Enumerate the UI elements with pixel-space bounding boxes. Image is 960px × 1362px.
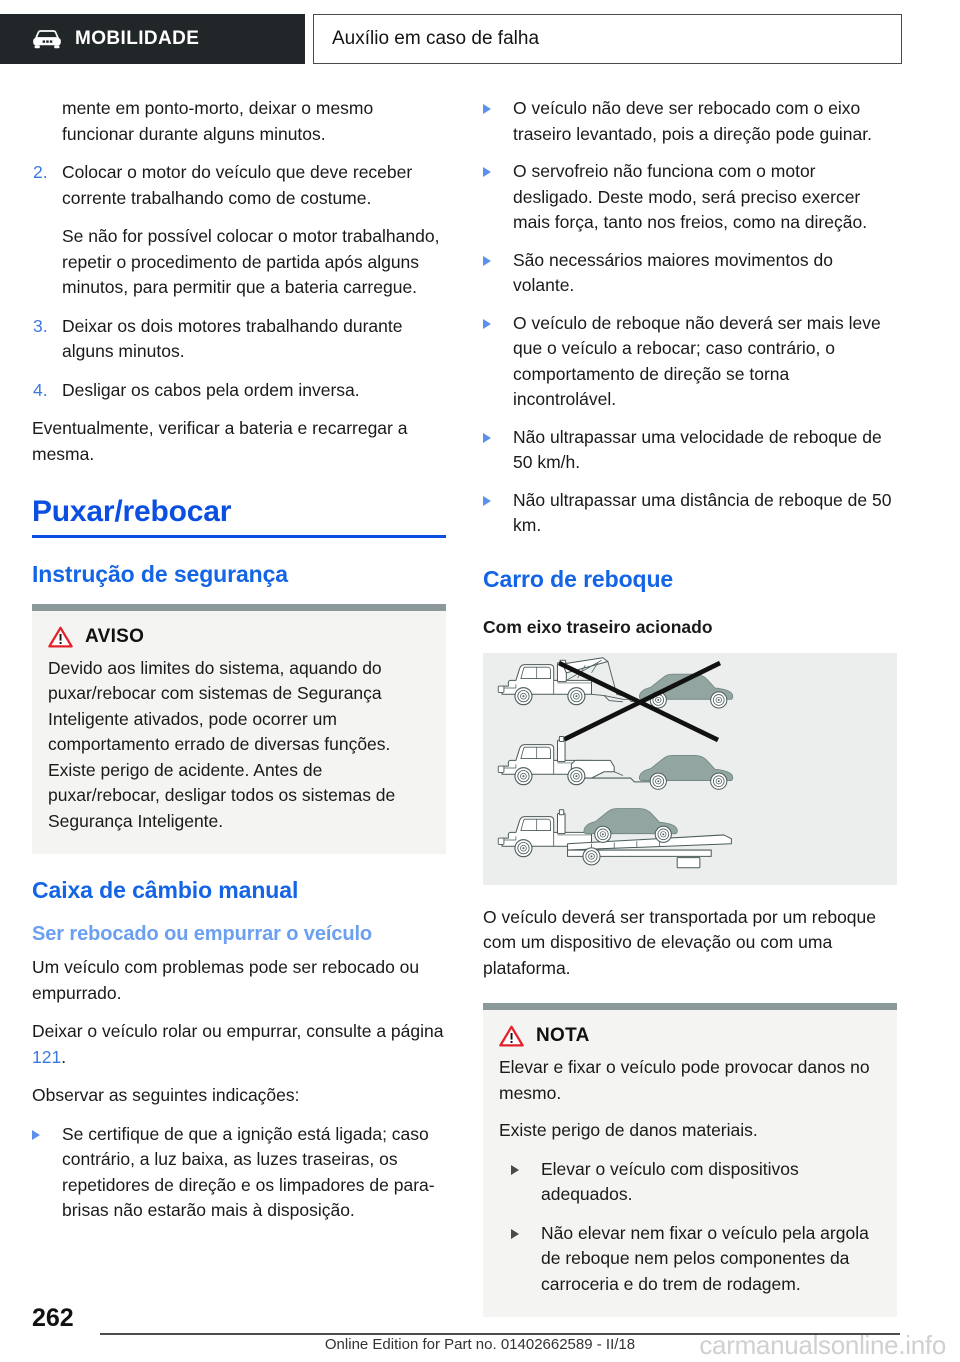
left-column <box>32 96 446 1236</box>
right-column <box>483 96 897 1335</box>
list-item <box>499 1221 881 1298</box>
page-reference[interactable]: 121 <box>32 1046 62 1067</box>
notice-label: AVISO <box>85 625 145 647</box>
footer-note: Online Edition for Part no. 01402662589 - II/18 <box>324 1336 636 1353</box>
warning-notice <box>32 604 446 855</box>
page-header <box>0 14 960 64</box>
bullet-triangle-icon <box>483 488 513 539</box>
step-text: mente em ponto-morto, deixar o mesmo funcionar durante alguns minutos. <box>62 98 374 144</box>
watermark: carmanualsonline.info <box>699 1330 946 1360</box>
page-number: 262 <box>32 1304 74 1332</box>
step-marker: 2. <box>33 162 48 182</box>
paragraph-text-before: Deixar o veículo rolar ou empurrar, consulte a página <box>32 1021 444 1041</box>
notice-body <box>483 1010 897 1317</box>
section-heading-block <box>32 495 446 538</box>
bullet-triangle-icon <box>483 159 513 236</box>
notice-top-bar <box>32 604 446 611</box>
header-brand <box>0 14 305 64</box>
paragraph: Um veículo com problemas pode ser rebocado ou empurrado. <box>32 957 420 1003</box>
notice-top-bar <box>483 1003 897 1010</box>
bullet-triangle-icon <box>483 425 513 476</box>
step-marker: 3. <box>33 315 48 336</box>
tow-methods-svg <box>483 653 897 885</box>
subsection-heading: Carro de reboque <box>483 565 674 592</box>
bullet-triangle-icon <box>483 311 513 413</box>
header-title-box <box>313 14 902 64</box>
bullet-text: São necessários maiores movimentos do volante. <box>513 249 834 295</box>
warning-triangle-icon <box>48 626 73 648</box>
figure-caption: O veículo deverá ser transportada por um reboque com um dispositivo de elevação ou com uma plataforma. <box>483 906 876 978</box>
notice-label: NOTA <box>536 1025 590 1046</box>
car-front-icon <box>32 29 62 50</box>
section-heading: Puxar/rebocar <box>32 495 232 528</box>
list-item <box>32 160 446 211</box>
bullet-triangle-icon <box>32 1122 62 1224</box>
paragraph: Eventualmente, verificar a bateria e recarregar a mesma. <box>32 418 408 464</box>
bullet-text: O veículo não deve ser rebocado com o eixo traseiro levantado, pois a direção pode guinar. <box>513 98 872 144</box>
step-text: Desligar os cabos pela ordem inversa. <box>62 379 360 400</box>
tow-truck-methods-illustration <box>483 653 897 885</box>
list-item <box>32 378 446 404</box>
notice-text: Elevar e fixar o veículo pode provocar danos no mesmo. <box>499 1057 870 1103</box>
step-marker: 4. <box>33 379 48 400</box>
list-item <box>483 311 897 413</box>
page-title: Auxílio em caso de falha <box>332 28 540 49</box>
list-item <box>483 248 897 299</box>
notice-header <box>499 1025 881 1047</box>
paragraph: Observar as seguintes indicações: <box>32 1085 300 1105</box>
bullet-triangle-icon <box>483 96 513 147</box>
bullet-text: O servofreio não funciona com o motor desligado. Deste modo, será preciso exercer mais força, tanto nos freios, como na direção. <box>513 161 868 232</box>
step-text: Deixar os dois motores trabalhando durante alguns minutos. <box>62 315 403 361</box>
step-text: Se não for possível colocar o motor trabalhando, repetir o procedimento de partida após alguns minutos, para permitir que a bateria carregue. <box>62 226 440 297</box>
list-item <box>32 314 446 365</box>
step-marker <box>32 224 62 301</box>
paragraph-with-pageref <box>32 1019 446 1070</box>
subsection-heading: Caixa de câmbio manual <box>32 877 299 903</box>
bullet-text: O veículo de reboque não deverá ser mais leve que o veículo a rebocar; caso contrário, o comportamento de direção se torna incontrolável. <box>513 312 881 409</box>
warning-triangle-icon <box>499 1025 524 1047</box>
bullet-text: Elevar o veículo com dispositivos adequados. <box>541 1158 799 1204</box>
notice-header <box>48 626 430 648</box>
step-marker <box>32 96 62 147</box>
list-item <box>32 224 446 301</box>
notice-body <box>32 611 446 855</box>
bullet-triangle-icon <box>483 248 513 299</box>
list-item <box>32 1122 446 1224</box>
notice-text: Existe perigo de danos materiais. <box>499 1120 758 1140</box>
list-item <box>483 159 897 236</box>
bullet-text: Não ultrapassar uma velocidade de reboque de 50 km/h. <box>513 426 882 472</box>
bullet-text: Não ultrapassar uma distância de reboque de 50 km. <box>513 489 892 535</box>
list-item <box>483 96 897 147</box>
list-item <box>32 96 446 147</box>
bullet-text: Se certifique de que a ignição está ligada; caso contrário, a luz baixa, as luzes traseiras, os repetidores de direção e os limpadores de para-brisas não estarão mais à disposição. <box>62 1123 435 1220</box>
brand-label: MOBILIDADE <box>75 28 200 49</box>
list-item <box>499 1157 881 1208</box>
notice-text: Devido aos limites do sistema, aquando do puxar/rebocar com sistemas de Segurança Inteligente ativados, pode ocorrer um comportamento errado de diversas funções. Existe perigo de acidente. Antes de puxar/rebocar, desligar todos os sistemas de Segurança Inteligente. <box>48 657 396 831</box>
step-text: Colocar o motor do veículo que deve receber corrente trabalhando como de costume. <box>62 162 413 208</box>
list-item <box>483 425 897 476</box>
bullet-text: Não elevar nem fixar o veículo pela argola de reboque nem pelos componentes da carroceria e do trem de rodagem. <box>541 1222 869 1294</box>
subsubsection-heading: Ser rebocado ou empurrar o veículo <box>32 923 373 945</box>
figure-heading: Com eixo traseiro acionado <box>483 616 713 637</box>
bullet-triangle-icon <box>511 1221 541 1298</box>
paragraph-text-after: . <box>61 1046 67 1067</box>
section-heading-rule <box>32 535 446 538</box>
bullet-triangle-icon <box>511 1157 541 1208</box>
subsection-heading: Instrução de segurança <box>32 560 288 587</box>
page-footer <box>0 1290 960 1362</box>
note-notice <box>483 1003 897 1317</box>
list-item <box>483 488 897 539</box>
